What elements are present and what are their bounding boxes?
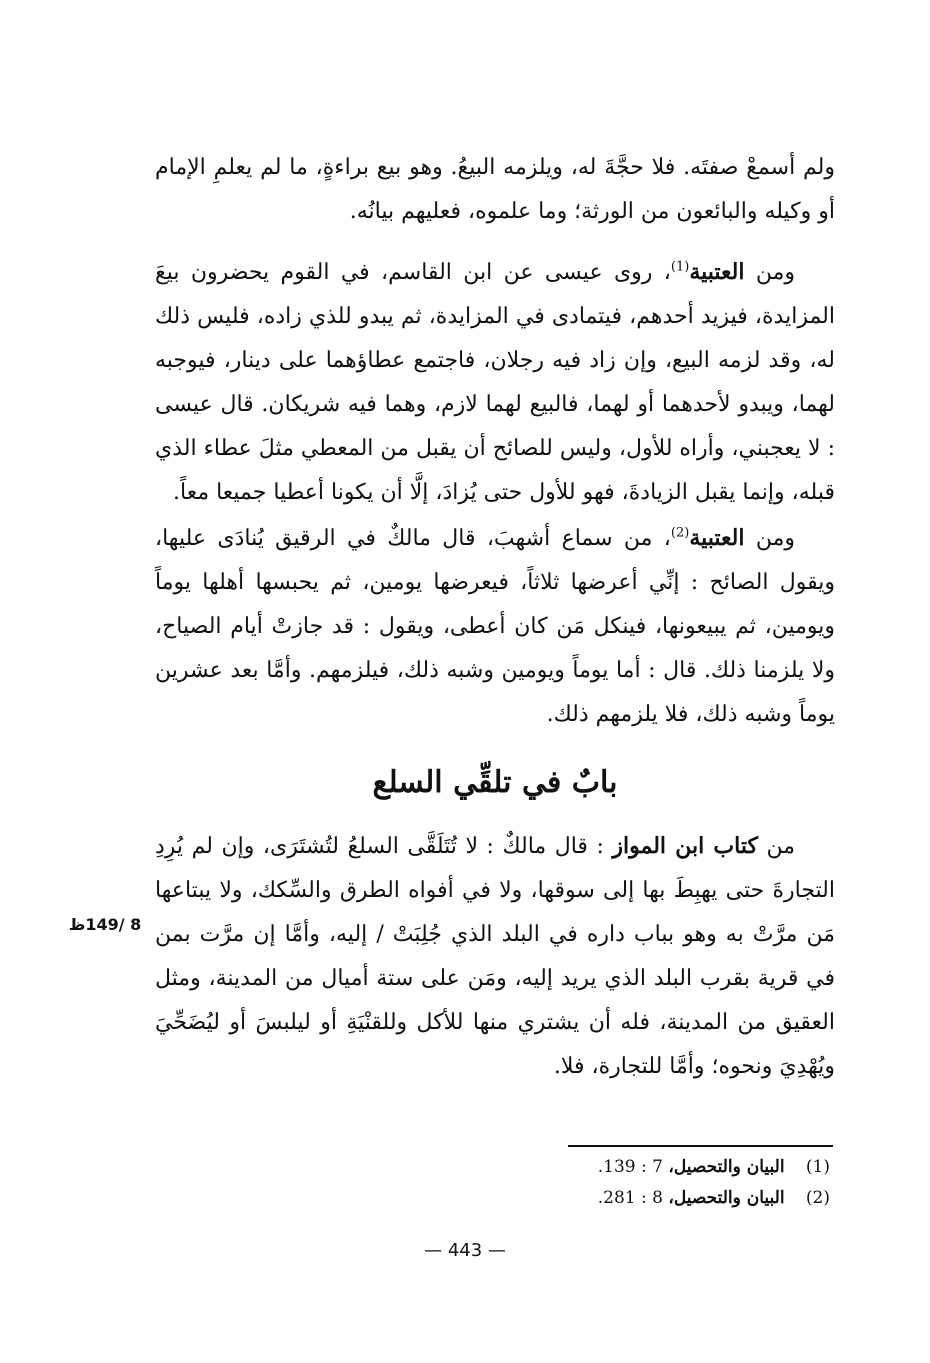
paragraph-4-source: كتاب ابن المواز xyxy=(612,833,758,859)
paragraph-4-lead: من xyxy=(766,834,795,859)
footnote-source: البيان والتحصيل، xyxy=(668,1188,785,1208)
footnote-reference: 7 : 139. xyxy=(597,1157,663,1177)
paragraph-2-lead: ومن xyxy=(755,260,795,285)
manuscript-folio-note: 8 /149ظ xyxy=(68,915,142,934)
footnote-1 xyxy=(500,1152,830,1183)
paragraph-3 xyxy=(155,516,835,737)
page-number: — 443 — xyxy=(424,1240,506,1261)
footnote-number: (1) xyxy=(805,1157,830,1177)
paragraph-4 xyxy=(155,824,835,1089)
paragraph-4-text: : قال مالكٌ : لا تُتَلَقَّى السلعُ لتُشتَرَى، وإن لم يُرِدِ التجارةَ حتى يهبِطَ بها إلى سوقها، ولا في أفواه الطرق والسِّكك، ولا يبتاعها مَن مرَّتْ به وهو بباب داره في البلد الذي جُلِبَتْ / إليه، وأمَّا إن مرَّت بمن في قرية بقرب البلد الذي يريد إليه، ومَن على ستة أميال من المدينة، ومثل العقيق من المدينة، فله أن يشتري منها للأكل وللقنْيَةِ أو ليلبسَ أو ليُضَحِّيَ ويُهْدِيَ ونحوه؛ وأمَّا للتجارة، فلا. xyxy=(155,834,835,1079)
paragraph-3-text: ، من سماع أشهبَ، قال مالكٌ في الرقيق يُنادَى عليها، ويقول الصائح : إنِّي أعرضها ثلاثاً، فيعرضها يومين، ثم يحبسها أهلها يوماً ويومين، ثم يبيعونها، فينكل مَن كان أعطى، ويقول : قد جازتْ أيام الصياح، ولا يلزمنا ذلك. قال : أما يوماً ويومين وشبه ذلك، فيلزمهم. وأمَّا بعد عشرين يوماً وشبه ذلك، فلا يلزمهم ذلك. xyxy=(155,526,835,727)
paragraph-1-text: ولم أسمعْ صفتَه. فلا حجَّةَ له، ويلزمه البيعُ. وهو بيع براءةٍ، ما لم يعلمِ الإمام أو وكيله والبائعون من الورثة؛ وما علموه، فعليهم بيانُه. xyxy=(155,155,835,224)
paragraph-2-source: العتبية xyxy=(689,259,745,285)
footnote-source: البيان والتحصيل، xyxy=(668,1157,785,1177)
footnote-number: (2) xyxy=(805,1188,830,1208)
footnote-ref-2: (2) xyxy=(670,525,690,541)
footnote-reference: 8 : 281. xyxy=(597,1188,663,1208)
paragraph-3-source: العتبية xyxy=(689,525,745,551)
paragraph-1 xyxy=(155,146,835,234)
paragraph-2-text: ، روى عيسى عن ابن القاسم، في القوم يحضرون بيعَ المزايدة، فيزيد أحدهم، فيتمادى في المزايدة، ثم يبدو للذي زاده، فليس ذلك له، وقد لزمه البيع، وإن زاد فيه رجلان، فاجتمع عطاؤهما على دينار، فيوجبه لهما، ويبدو لأحدهما أو لهما، فالبيع لهما لازم، وهما فيه شريكان. قال عيسى : لا يعجبني، وأراه للأول، وليس للصائح أن يقبل من المعطي مثلَ عطاء الذي قبله، وإنما يقبل الزيادةَ، فهو للأول حتى يُزادَ، إلَّا أن يكونا أعطيا جميعا معاً. xyxy=(155,260,836,505)
footnotes xyxy=(500,1152,830,1214)
footnote-separator xyxy=(568,1145,833,1147)
footnote-2 xyxy=(500,1183,830,1214)
footnote-ref-1: (1) xyxy=(670,259,690,275)
paragraph-3-lead: ومن xyxy=(755,526,795,551)
section-heading: بابٌ في تلقِّي السلع xyxy=(372,765,618,800)
paragraph-2 xyxy=(155,250,835,515)
